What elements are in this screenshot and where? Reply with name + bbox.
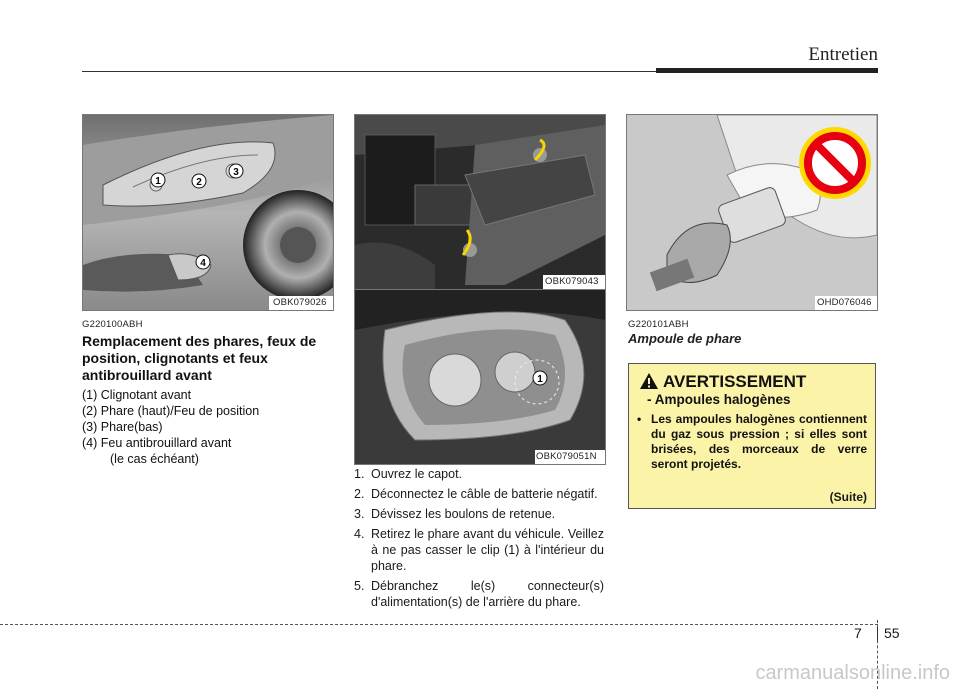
step-item: 1. Ouvrez le capot. [354,467,463,481]
bullet-icon: • [637,412,642,426]
step-item: 2. Déconnectez le câble de batterie négatif. [354,487,598,501]
list-item: (4) Feu antibrouillard avant [82,436,232,450]
ref-code-1: G220100ABH [82,319,143,330]
page-number-separator [877,627,878,641]
list-item: (1) Clignotant avant [82,388,192,402]
page-number: 55 [884,625,900,641]
callout-2: 2 [196,177,202,188]
callout-4: 4 [200,258,206,269]
engine-bay-photo [354,114,606,290]
header-rule-thick [656,68,878,73]
callout-1: 1 [155,176,161,187]
image-code-2: OBK079043 [545,276,599,287]
section-heading: Remplacement des phares, feux de position, clignotants et feux antibrouillard avant [82,333,317,383]
warning-subtitle: - Ampoules halogènes [647,392,791,407]
chapter-number: 7 [854,625,862,641]
warning-text: • Les ampoules halogènes contiennent du gaz sous pression ; si elles sont brisées, des morceaux de verre seront projetés. [637,412,867,471]
watermark: carmanualsonline.info [755,662,950,684]
bulb-subtitle: Ampoule de phare [628,331,742,346]
image-code-4: OHD076046 [817,297,872,308]
list-item: (3) Phare(bas) [82,420,163,434]
footer-rule [0,624,878,625]
step-item: 5. Débranchez le(s) connecteur(s) d'alimentation(s) de l'arrière du phare. [354,579,604,609]
ref-code-2: G220101ABH [628,319,689,330]
front-car-photo [82,114,334,311]
halogen-bulb-illustration [626,114,878,311]
section-title: Entretien [808,44,878,65]
list-item-continued: (le cas échéant) [110,452,199,466]
warning-triangle-icon [639,372,659,390]
removal-steps [354,466,604,614]
image-code-1: OBK079026 [273,297,327,308]
header-rule [82,71,656,72]
warning-title: AVERTISSEMENT [663,372,807,391]
step-item: 3. Dévissez les boulons de retenue. [354,507,556,521]
bulb-list [82,387,259,467]
headlamp-photo [354,289,606,465]
step-item: 4. Retirez le phare avant du véhicule. Veillez à ne pas casser le clip (1) à l'intérieur du phare. [354,527,604,573]
clip-callout: 1 [537,374,543,385]
list-item: (2) Phare (haut)/Feu de position [82,404,260,418]
image-code-3: OBK079051N [536,451,597,462]
callout-3: 3 [233,167,239,178]
warning-box [628,363,876,509]
continued-label: (Suite) [829,490,867,504]
